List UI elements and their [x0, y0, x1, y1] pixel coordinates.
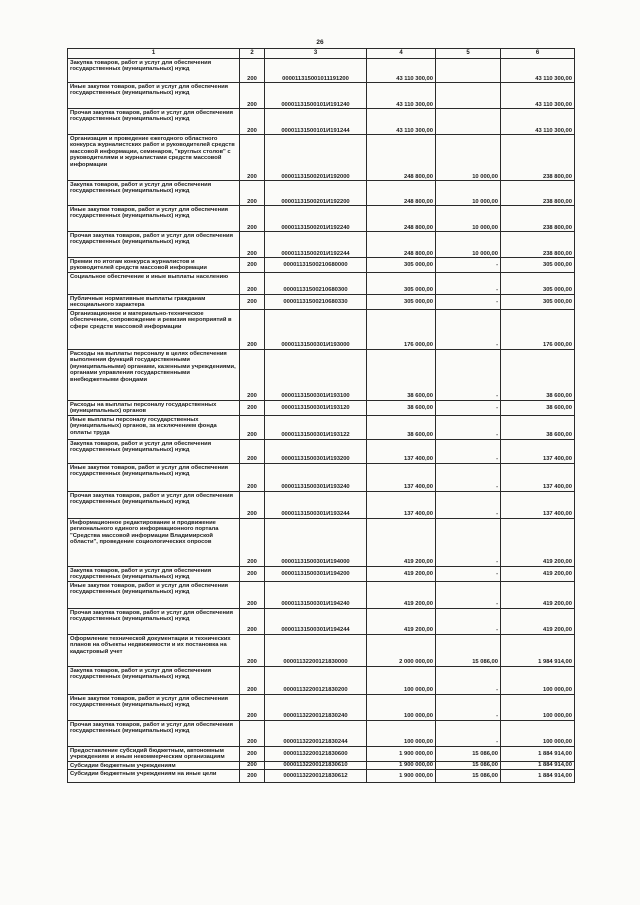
row-amount-change: -	[436, 309, 501, 349]
row-name: Иные закупки товаров, работ и услуг для обеспечения государственных (муниципальных) нужд	[68, 206, 240, 232]
row-amount-plan: 176 000,00	[367, 309, 436, 349]
table-row	[68, 272, 575, 294]
row-amount-plan: 137 400,00	[367, 463, 436, 491]
row-kbk: 00001132200121830610	[265, 761, 367, 769]
row-amount-change: -	[436, 463, 501, 491]
row-amount-change: 15 086,00	[436, 634, 501, 666]
row-amount-total: 38 600,00	[501, 400, 575, 415]
row-code: 200	[240, 720, 265, 746]
row-name: Закупка товаров, работ и услуг для обеспечения государственных (муниципальных) нужд	[68, 181, 240, 206]
table-row	[68, 349, 575, 400]
row-name: Организационное и материально-техническое обеспечение, сопровождение и ревизия мероприятий в сфере средств массовой информации	[68, 309, 240, 349]
table-row	[68, 181, 575, 206]
row-code: 200	[240, 135, 265, 181]
row-name: Закупка товаров, работ и услуг для обеспечения государственных (муниципальных) нужд	[68, 439, 240, 463]
row-amount-change: -	[436, 415, 501, 439]
row-amount-plan: 2 000 000,00	[367, 634, 436, 666]
row-amount-change: -	[436, 491, 501, 518]
row-amount-total: 137 400,00	[501, 491, 575, 518]
row-name: Информационное редактирование и продвижение регионального единого информационного портала "Средства массовой информации Владимирской области", проведение социологических опросов	[68, 518, 240, 566]
row-code: 200	[240, 694, 265, 720]
row-kbk: 00001131500101И191244	[265, 109, 367, 135]
row-name: Прочая закупка товаров, работ и услуг для обеспечения государственных (муниципальных) нужд	[68, 109, 240, 135]
row-kbk: 00001132200121830200	[265, 666, 367, 694]
row-amount-change: 10 000,00	[436, 181, 501, 206]
row-amount-total: 137 400,00	[501, 463, 575, 491]
row-amount-plan: 1 900 000,00	[367, 770, 436, 783]
row-kbk: 00001131500301И193200	[265, 439, 367, 463]
row-amount-total: 100 000,00	[501, 666, 575, 694]
row-code: 200	[240, 232, 265, 258]
row-amount-plan: 43 110 300,00	[367, 109, 436, 135]
row-name: Иные закупки товаров, работ и услуг для обеспечения государственных (муниципальных) нужд	[68, 694, 240, 720]
row-amount-total: 305 000,00	[501, 258, 575, 273]
row-amount-total: 176 000,00	[501, 309, 575, 349]
row-name: Иные закупки товаров, работ и услуг для обеспечения государственных (муниципальных) нужд	[68, 581, 240, 608]
row-amount-plan: 100 000,00	[367, 694, 436, 720]
table-row	[68, 720, 575, 746]
row-name: Расходы на выплаты персоналу в целях обеспечения выполнения функций государственными (муниципальными) органами, казенными учреждениями, органами управления государственными внебюджетными фондами	[68, 349, 240, 400]
row-amount-total: 38 600,00	[501, 349, 575, 400]
row-code: 200	[240, 566, 265, 581]
row-amount-plan: 137 400,00	[367, 439, 436, 463]
row-amount-plan: 305 000,00	[367, 258, 436, 273]
row-amount-change: -	[436, 720, 501, 746]
row-code: 200	[240, 581, 265, 608]
row-amount-plan: 419 200,00	[367, 566, 436, 581]
row-amount-total: 1 884 914,00	[501, 761, 575, 769]
row-amount-plan: 419 200,00	[367, 518, 436, 566]
table-row	[68, 694, 575, 720]
row-amount-plan: 248 800,00	[367, 135, 436, 181]
row-amount-total: 305 000,00	[501, 272, 575, 294]
row-name: Закупка товаров, работ и услуг для обеспечения государственных (муниципальных) нужд	[68, 59, 240, 83]
row-amount-total: 1 984 914,00	[501, 634, 575, 666]
table-row	[68, 415, 575, 439]
row-kbk: 00001132200121830240	[265, 694, 367, 720]
row-amount-change	[436, 83, 501, 109]
row-kbk: 00001131500301И193122	[265, 415, 367, 439]
row-code: 200	[240, 59, 265, 83]
table-body	[68, 59, 575, 783]
row-amount-change: -	[436, 581, 501, 608]
row-amount-change: 15 086,00	[436, 770, 501, 783]
table-row	[68, 258, 575, 273]
row-amount-plan: 38 600,00	[367, 349, 436, 400]
row-amount-total: 419 200,00	[501, 608, 575, 634]
column-header: 1	[68, 49, 240, 59]
row-amount-change: 15 086,00	[436, 761, 501, 769]
row-amount-plan: 43 110 300,00	[367, 59, 436, 83]
row-name: Социальное обеспечение и иные выплаты населению	[68, 272, 240, 294]
table-row	[68, 634, 575, 666]
table-row	[68, 135, 575, 181]
header-row	[68, 49, 575, 59]
row-kbk: 00001131500301И194240	[265, 581, 367, 608]
table-row	[68, 439, 575, 463]
row-code: 200	[240, 761, 265, 769]
budget-table	[67, 48, 575, 783]
row-code: 200	[240, 206, 265, 232]
row-name: Организация и проведение ежегодного областного конкурса журналистских работ и руководителей средств массовой информации, семинаров, "круглых столов" с руководителями и журналистами средств массовой информации	[68, 135, 240, 181]
row-code: 200	[240, 83, 265, 109]
row-name: Прочая закупка товаров, работ и услуг для обеспечения государственных (муниципальных) нужд	[68, 720, 240, 746]
table-header	[68, 49, 575, 59]
row-code: 200	[240, 349, 265, 400]
row-kbk: 00001132200121830612	[265, 770, 367, 783]
row-name: Иные закупки товаров, работ и услуг для обеспечения государственных (муниципальных) нужд	[68, 463, 240, 491]
row-name: Иные выплаты персоналу государственных (муниципальных) органов, за исключением фонда оплаты труда	[68, 415, 240, 439]
row-kbk: 00001131500301И194000	[265, 518, 367, 566]
table-row	[68, 761, 575, 769]
row-code: 200	[240, 634, 265, 666]
row-name: Прочая закупка товаров, работ и услуг для обеспечения государственных (муниципальных) нужд	[68, 232, 240, 258]
row-kbk: 000011315001011191200	[265, 59, 367, 83]
row-code: 200	[240, 258, 265, 273]
row-amount-plan: 137 400,00	[367, 491, 436, 518]
row-amount-plan: 419 200,00	[367, 608, 436, 634]
row-amount-change: -	[436, 400, 501, 415]
row-amount-plan: 43 110 300,00	[367, 83, 436, 109]
row-amount-total: 43 110 300,00	[501, 59, 575, 83]
table-row	[68, 666, 575, 694]
row-amount-plan: 248 800,00	[367, 206, 436, 232]
row-amount-change: 10 000,00	[436, 135, 501, 181]
table-row	[68, 608, 575, 634]
row-amount-change: -	[436, 294, 501, 309]
row-kbk: 00001131500210680300	[265, 272, 367, 294]
row-amount-plan: 38 600,00	[367, 400, 436, 415]
row-kbk: 00001131500301И193000	[265, 309, 367, 349]
row-kbk: 00001132200121830000	[265, 634, 367, 666]
row-name: Закупка товаров, работ и услуг для обеспечения государственных (муниципальных) нужд	[68, 566, 240, 581]
row-kbk: 00001131500301И193100	[265, 349, 367, 400]
row-name: Прочая закупка товаров, работ и услуг для обеспечения государственных (муниципальных) нужд	[68, 608, 240, 634]
row-amount-change	[436, 109, 501, 135]
row-name: Субсидии бюджетным учреждениям	[68, 761, 240, 769]
table-row	[68, 109, 575, 135]
row-kbk: 00001132200121830244	[265, 720, 367, 746]
column-header: 5	[436, 49, 501, 59]
row-name: Прочая закупка товаров, работ и услуг для обеспечения государственных (муниципальных) нужд	[68, 491, 240, 518]
row-amount-total: 305 000,00	[501, 294, 575, 309]
row-amount-total: 238 800,00	[501, 206, 575, 232]
row-amount-total: 100 000,00	[501, 720, 575, 746]
row-amount-change	[436, 59, 501, 83]
row-code: 200	[240, 518, 265, 566]
row-amount-change: 15 086,00	[436, 746, 501, 761]
row-code: 200	[240, 309, 265, 349]
row-code: 200	[240, 608, 265, 634]
row-amount-total: 1 884 914,00	[501, 770, 575, 783]
row-code: 200	[240, 400, 265, 415]
row-amount-total: 43 110 300,00	[501, 109, 575, 135]
row-name: Расходы на выплаты персоналу государственных (муниципальных) органов	[68, 400, 240, 415]
row-amount-total: 137 400,00	[501, 439, 575, 463]
row-amount-total: 419 200,00	[501, 581, 575, 608]
table-row	[68, 770, 575, 783]
row-amount-plan: 38 600,00	[367, 415, 436, 439]
row-name: Оформление технической документации и технических планов на объекты недвижимости и их постановка на кадастровый учет	[68, 634, 240, 666]
row-code: 200	[240, 746, 265, 761]
row-amount-plan: 1 900 000,00	[367, 746, 436, 761]
table-row	[68, 232, 575, 258]
row-kbk: 00001131500301И193244	[265, 491, 367, 518]
row-kbk: 00001131500101И191240	[265, 83, 367, 109]
table-row	[68, 400, 575, 415]
row-name: Иные закупки товаров, работ и услуг для обеспечения государственных (муниципальных) нужд	[68, 83, 240, 109]
row-amount-total: 419 200,00	[501, 566, 575, 581]
row-code: 200	[240, 415, 265, 439]
table-row	[68, 309, 575, 349]
row-code: 200	[240, 109, 265, 135]
row-name: Предоставление субсидий бюджетным, автономным учреждениям и иным некоммерческим организациям	[68, 746, 240, 761]
table-row	[68, 294, 575, 309]
row-amount-plan: 419 200,00	[367, 581, 436, 608]
row-kbk: 00001131500201И192000	[265, 135, 367, 181]
row-code: 200	[240, 463, 265, 491]
row-name: Премии по итогам конкурса журналистов и руководителей средств массовой информации	[68, 258, 240, 273]
row-code: 200	[240, 770, 265, 783]
row-amount-change: -	[436, 608, 501, 634]
row-amount-total: 238 800,00	[501, 232, 575, 258]
row-kbk: 00001132200121830600	[265, 746, 367, 761]
row-kbk: 00001131500301И193120	[265, 400, 367, 415]
row-amount-plan: 248 800,00	[367, 232, 436, 258]
table-row	[68, 566, 575, 581]
row-name: Закупка товаров, работ и услуг для обеспечения государственных (муниципальных) нужд	[68, 666, 240, 694]
row-kbk: 00001131500301И194244	[265, 608, 367, 634]
row-amount-total: 38 600,00	[501, 415, 575, 439]
row-amount-total: 238 800,00	[501, 181, 575, 206]
row-code: 200	[240, 439, 265, 463]
row-amount-plan: 100 000,00	[367, 666, 436, 694]
row-amount-total: 419 200,00	[501, 518, 575, 566]
column-header: 6	[501, 49, 575, 59]
table-row	[68, 206, 575, 232]
page-number: 26	[316, 39, 324, 46]
row-amount-plan: 100 000,00	[367, 720, 436, 746]
row-amount-change: -	[436, 349, 501, 400]
table-row	[68, 518, 575, 566]
row-amount-plan: 248 800,00	[367, 181, 436, 206]
row-amount-total: 1 884 914,00	[501, 746, 575, 761]
row-amount-change: -	[436, 666, 501, 694]
row-amount-change: -	[436, 518, 501, 566]
row-amount-change: 10 000,00	[436, 206, 501, 232]
row-amount-total: 100 000,00	[501, 694, 575, 720]
row-kbk: 00001131500301И194200	[265, 566, 367, 581]
row-amount-change: 10 000,00	[436, 232, 501, 258]
row-code: 200	[240, 491, 265, 518]
row-kbk: 00001131500210680000	[265, 258, 367, 273]
row-code: 200	[240, 181, 265, 206]
row-code: 200	[240, 666, 265, 694]
row-kbk: 00001131500210680330	[265, 294, 367, 309]
row-amount-change: -	[436, 566, 501, 581]
row-amount-change: -	[436, 439, 501, 463]
row-name: Субсидии бюджетным учреждениям на иные цели	[68, 770, 240, 783]
row-amount-plan: 305 000,00	[367, 272, 436, 294]
row-kbk: 00001131500201И192200	[265, 181, 367, 206]
table-row	[68, 746, 575, 761]
table-row	[68, 83, 575, 109]
table-row	[68, 59, 575, 83]
row-kbk: 00001131500301И193240	[265, 463, 367, 491]
row-code: 200	[240, 272, 265, 294]
table-row	[68, 463, 575, 491]
column-header: 3	[265, 49, 367, 59]
row-amount-total: 43 110 300,00	[501, 83, 575, 109]
row-code: 200	[240, 294, 265, 309]
row-amount-plan: 1 900 000,00	[367, 761, 436, 769]
row-amount-change: -	[436, 272, 501, 294]
row-amount-plan: 305 000,00	[367, 294, 436, 309]
table-row	[68, 581, 575, 608]
column-header: 4	[367, 49, 436, 59]
row-amount-change: -	[436, 258, 501, 273]
row-kbk: 00001131500201И192240	[265, 206, 367, 232]
row-amount-total: 238 800,00	[501, 135, 575, 181]
row-kbk: 00001131500201И192244	[265, 232, 367, 258]
row-name: Публичные нормативные выплаты гражданам несоциального характера	[68, 294, 240, 309]
row-amount-change: -	[436, 694, 501, 720]
column-header: 2	[240, 49, 265, 59]
table-row	[68, 491, 575, 518]
